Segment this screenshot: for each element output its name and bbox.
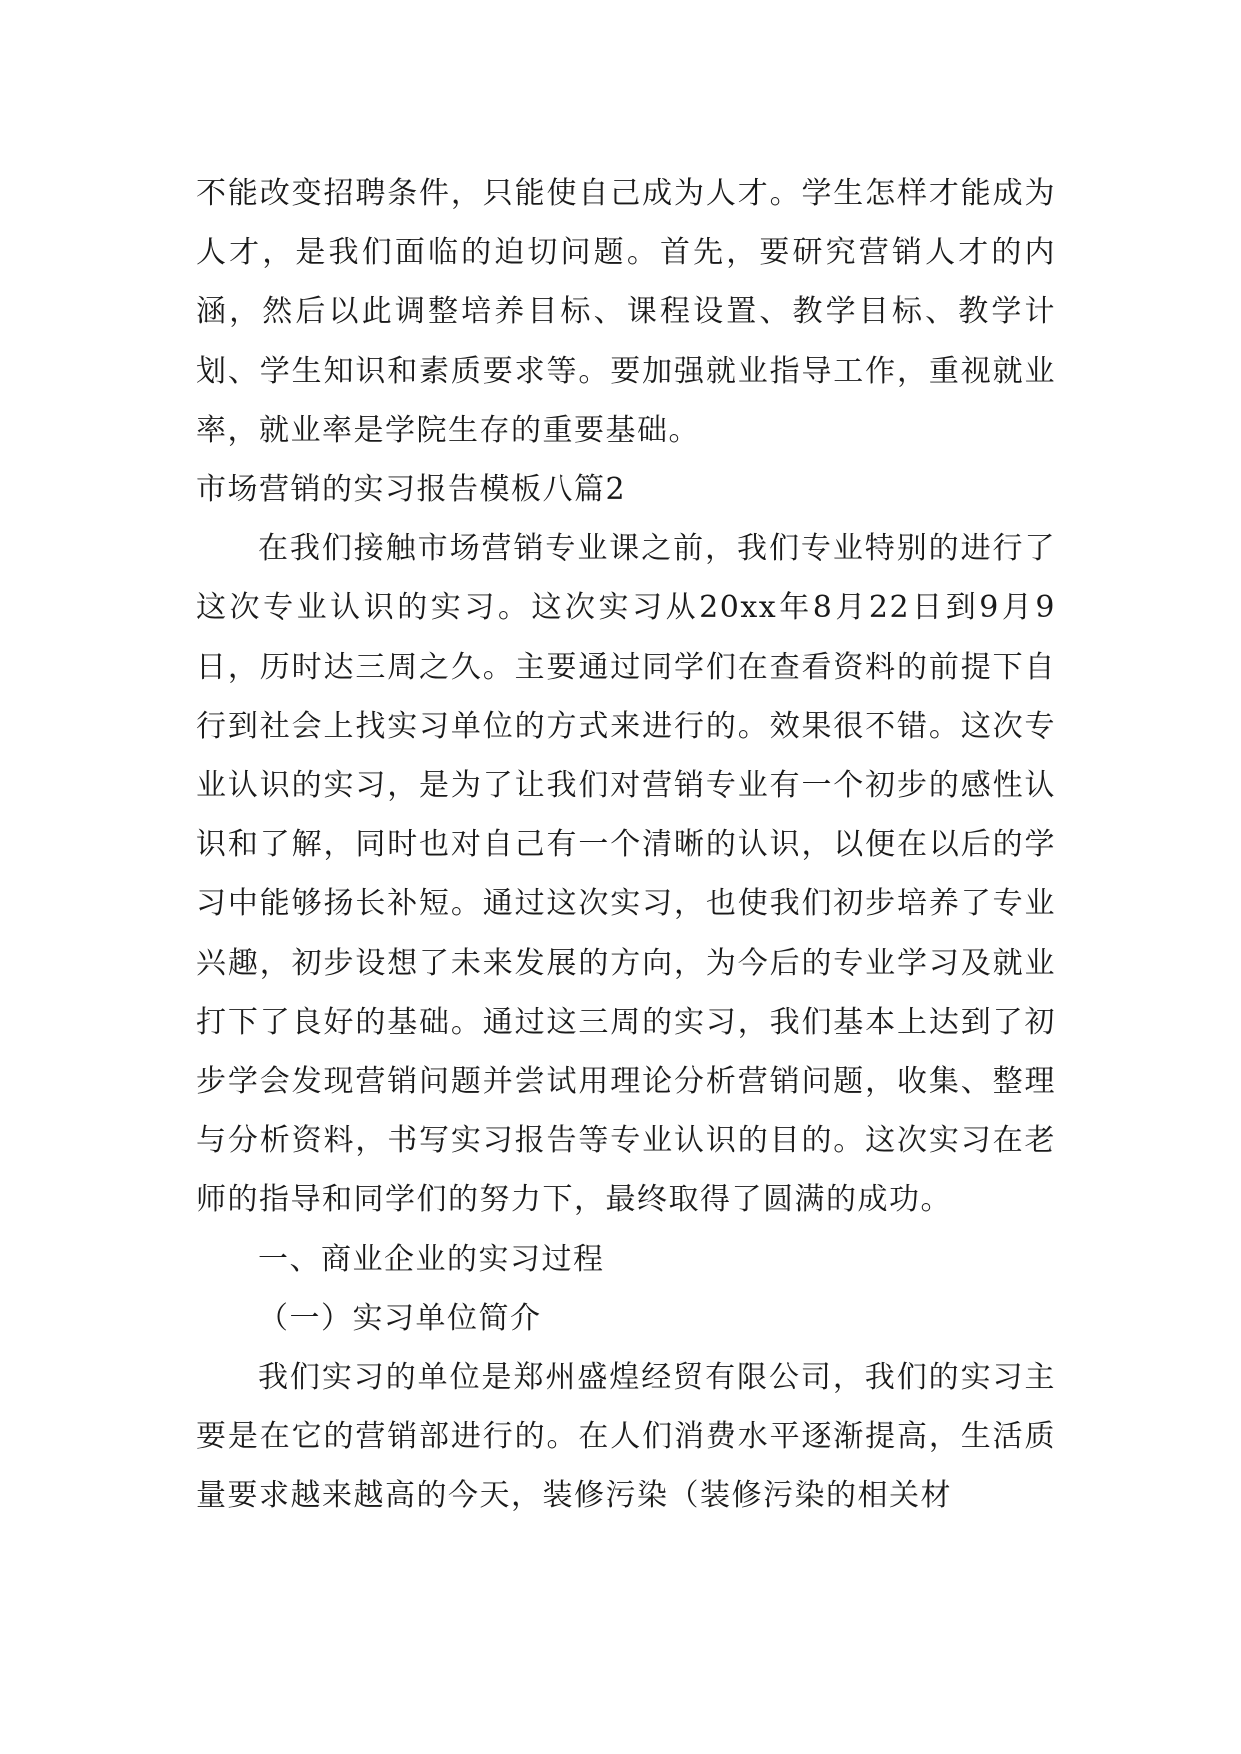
intro-paragraph: 在我们接触市场营销专业课之前，我们专业特别的进行了这次专业认识的实习。这次实习从20xx年8月22日到9月9日，历时达三周之久。主要通过同学们在查看资料的前提下自行到社会上找实习单位的方式来进行的。效果很不错。这次专业认识的实习，是为了让我们对营销专业有一个初步的感性认识和了解，同时也对自己有一个清晰的认识，以便在以后的学习中能够扬长补短。通过这次实习，也使我们初步培养了专业兴趣，初步设想了未来发展的方向，为今后的专业学习及就业打下了良好的基础。通过这三周的实习，我们基本上达到了初步学会发现营销问题并尝试用理论分析营销问题，收集、整理与分析资料，书写实习报告等专业认识的目的。这次实习在老师的指导和同学们的努力下，最终取得了圆满的成功。 xyxy=(196,531,1056,1218)
document-body xyxy=(196,164,1056,1526)
heading-level-1: 一、商业企业的实习过程 xyxy=(258,1241,605,1277)
section-title: 市场营销的实习报告模板八篇2 xyxy=(196,472,627,508)
continuation-paragraph: 不能改变招聘条件，只能使自己成为人才。学生怎样才能成为人才，是我们面临的迫切问题。首先，要研究营销人才的内涵，然后以此调整培养目标、课程设置、教学目标、教学计划、学生知识和素质要求等。要加强就业指导工作，重视就业率，就业率是学院生存的重要基础。 xyxy=(196,176,1056,448)
heading-level-2: （一）实习单位简介 xyxy=(258,1300,542,1336)
unit-paragraph: 我们实习的单位是郑州盛煌经贸有限公司，我们的实习主要是在它的营销部进行的。在人们消费水平逐渐提高，生活质量要求越来越高的今天，装修污染（装修污染的相关材 xyxy=(196,1360,1056,1514)
